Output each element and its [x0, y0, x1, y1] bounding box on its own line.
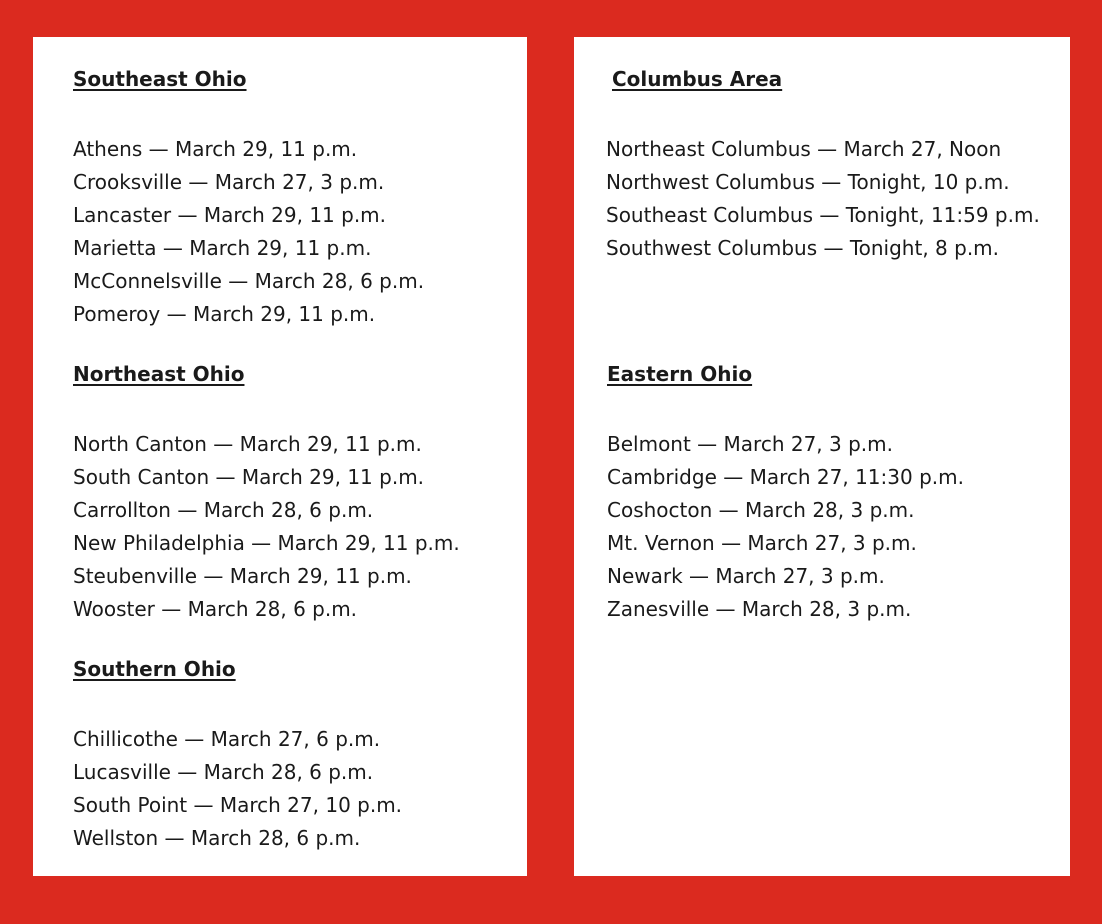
entry-list	[607, 428, 964, 626]
list-item: Newark — March 27, 3 p.m.	[607, 564, 885, 588]
list-item: Belmont — March 27, 3 p.m.	[607, 432, 893, 456]
list-item: Lucasville — March 28, 6 p.m.	[73, 760, 374, 784]
list-item: New Philadelphia — March 29, 11 p.m.	[73, 531, 460, 555]
list-item: South Point — March 27, 10 p.m.	[73, 793, 403, 817]
list-item: Mt. Vernon — March 27, 3 p.m.	[607, 531, 917, 555]
list-item: Crooksville — March 27, 3 p.m.	[73, 170, 385, 194]
list-item: South Canton — March 29, 11 p.m.	[73, 465, 425, 489]
section-northeast-ohio	[73, 362, 460, 626]
entry-list	[73, 133, 424, 331]
list-item: Northwest Columbus — Tonight, 10 p.m.	[606, 170, 1010, 194]
list-item: Lancaster — March 29, 11 p.m.	[73, 203, 387, 227]
list-item: Southeast Columbus — Tonight, 11:59 p.m.	[606, 203, 1040, 227]
list-item: Athens — March 29, 11 p.m.	[73, 137, 358, 161]
list-item: Steubenville — March 29, 11 p.m.	[73, 564, 412, 588]
left-panel	[33, 37, 527, 876]
entry-list	[73, 428, 460, 626]
section-heading: Columbus Area	[612, 67, 783, 91]
list-item: Coshocton — March 28, 3 p.m.	[607, 498, 915, 522]
list-item: Pomeroy — March 29, 11 p.m.	[73, 302, 376, 326]
list-item: Carrollton — March 28, 6 p.m.	[73, 498, 374, 522]
section-heading: Eastern Ohio	[607, 362, 753, 386]
section-southern-ohio	[73, 657, 402, 855]
list-item: Wooster — March 28, 6 p.m.	[73, 597, 358, 621]
list-item: Chillicothe — March 27, 6 p.m.	[73, 727, 381, 751]
list-item: Southwest Columbus — Tonight, 8 p.m.	[606, 236, 1000, 260]
list-item: McConnelsville — March 28, 6 p.m.	[73, 269, 425, 293]
list-item: Cambridge — March 27, 11:30 p.m.	[607, 465, 964, 489]
entry-list	[73, 723, 402, 855]
section-heading: Southeast Ohio	[73, 67, 247, 91]
right-panel	[574, 37, 1070, 876]
list-item: North Canton — March 29, 11 p.m.	[73, 432, 422, 456]
list-item: Zanesville — March 28, 3 p.m.	[607, 597, 912, 621]
section-heading: Northeast Ohio	[73, 362, 245, 386]
section-eastern-ohio	[607, 362, 964, 626]
list-item: Marietta — March 29, 11 p.m.	[73, 236, 372, 260]
section-heading: Southern Ohio	[73, 657, 236, 681]
section-southeast-ohio	[73, 67, 424, 331]
entry-list	[606, 133, 1040, 265]
list-item: Wellston — March 28, 6 p.m.	[73, 826, 361, 850]
list-item: Northeast Columbus — March 27, Noon	[606, 137, 1002, 161]
section-columbus-area	[606, 67, 1040, 265]
